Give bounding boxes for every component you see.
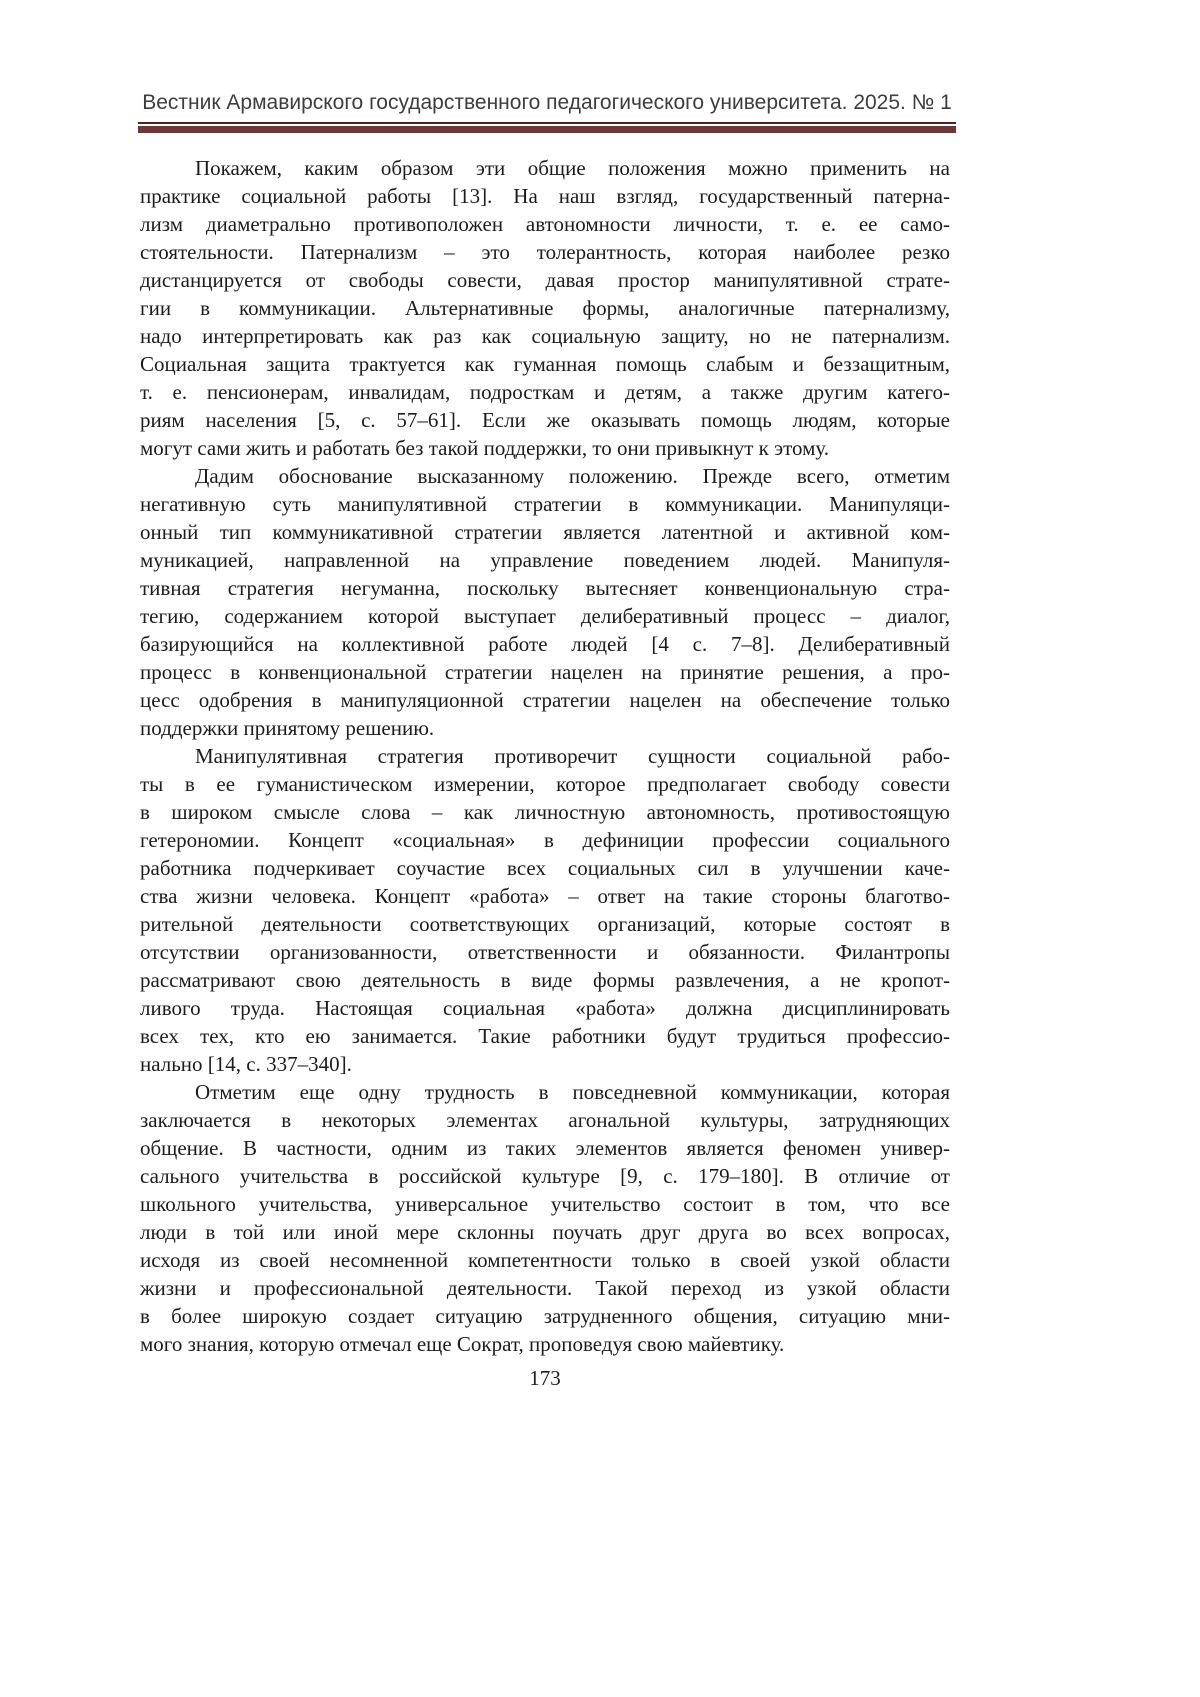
text-line: нально [14, с. 337–340].	[140, 1052, 352, 1076]
text-line: сального учительства в российской культуре [9, с. 179–180]. В отличие от	[140, 1164, 950, 1188]
journal-title: Вестник Армавирского государственного педагогического университета. 2025. № 1	[142, 91, 952, 114]
page-number: 173	[529, 1366, 561, 1390]
text-line: практике социальной работы [13]. На наш взгляд, государственный патерна-	[140, 184, 950, 208]
text-line: рительной деятельности соответствующих организаций, которые состоят в	[140, 912, 950, 936]
text-line: тегию, содержанием которой выступает делиберативный процесс – диалог,	[140, 604, 950, 628]
text-line: всех тех, кто ею занимается. Такие работники будут трудиться профессио-	[140, 1024, 950, 1048]
text-line: базирующийся на коллективной работе людей [4 с. 7–8]. Делиберативный	[140, 632, 950, 656]
text-line: мого знания, которую отмечал еще Сократ, проповедуя свою майевтику.	[140, 1332, 785, 1356]
text-line: лизм диаметрально противоположен автономности личности, т. е. ее само-	[140, 212, 950, 236]
text-line: поддержки принятому решению.	[140, 716, 435, 740]
text-line: стоятельности. Патернализм – это толерантность, которая наиболее резко	[140, 240, 950, 264]
text-line: в более широкую создает ситуацию затрудненного общения, ситуацию мни-	[140, 1304, 950, 1328]
text-line: дистанцируется от свободы совести, давая простор манипулятивной страте-	[140, 268, 950, 292]
text-line: процесс в конвенциональной стратегии нацелен на принятие решения, а про-	[140, 660, 950, 684]
text-line: люди в той или иной мере склонны поучать друг друга во всех вопросах,	[140, 1220, 950, 1244]
text-line: онный тип коммуникативной стратегии является латентной и активной ком-	[140, 520, 950, 544]
text-line: риям населения [5, с. 57–61]. Если же оказывать помощь людям, которые	[140, 408, 950, 432]
text-line: гии в коммуникации. Альтернативные формы, аналогичные патернализму,	[140, 296, 950, 320]
text-line: заключается в некоторых элементах агональной культуры, затрудняющих	[140, 1108, 950, 1132]
text-line: ства жизни человека. Концепт «работа» – ответ на такие стороны благотво-	[140, 884, 950, 908]
text-line: цесс одобрения в манипуляционной стратегии нацелен на обеспечение только	[140, 688, 950, 712]
text-line: ливого труда. Настоящая социальная «работа» должна дисциплинировать	[140, 996, 950, 1020]
text-line: в широком смысле слова – как личностную автономность, противостоящую	[140, 800, 950, 824]
article-body	[140, 154, 950, 1358]
paragraph	[140, 154, 950, 462]
text-line: могут сами жить и работать без такой поддержки, то они привыкнут к этому.	[140, 436, 830, 460]
text-line: рассматривают свою деятельность в виде формы развлечения, а не кропот-	[140, 968, 950, 992]
text-line: гетерономии. Концепт «социальная» в дефиниции профессии социального	[140, 828, 950, 852]
text-line: ты в ее гуманистическом измерении, которое предполагает свободу совести	[140, 772, 950, 796]
text-line: тивная стратегия негуманна, поскольку вытесняет конвенциональную стра-	[140, 576, 950, 600]
paragraph	[140, 1078, 950, 1358]
text-line: отсутствии организованности, ответственности и обязанности. Филантропы	[140, 940, 950, 964]
text-line: Манипулятивная стратегия противоречит сущности социальной рабо-	[195, 744, 950, 768]
text-line: т. е. пенсионерам, инвалидам, подросткам и детям, а также другим катего-	[140, 380, 950, 404]
text-line: надо интерпретировать как раз как социальную защиту, но не патернализм.	[140, 324, 950, 348]
text-line: работника подчеркивает соучастие всех социальных сил в улучшении каче-	[140, 856, 950, 880]
text-line: Социальная защита трактуется как гуманная помощь слабым и беззащитным,	[140, 352, 950, 376]
header-rule-thick	[138, 126, 956, 133]
journal-header	[138, 90, 956, 133]
text-line: Дадим обоснование высказанному положению. Прежде всего, отметим	[195, 464, 950, 488]
text-line: исходя из своей несомненной компетентности только в своей узкой области	[140, 1248, 950, 1272]
paragraph	[140, 742, 950, 1078]
paragraph	[140, 462, 950, 742]
text-line: школьного учительства, универсальное учительство состоит в том, что все	[140, 1192, 950, 1216]
header-rule-thin	[138, 122, 956, 124]
text-line: негативную суть манипулятивной стратегии в коммуникации. Манипуляци-	[140, 492, 950, 516]
text-line: муникацией, направленной на управление поведением людей. Манипуля-	[140, 548, 950, 572]
text-line: Отметим еще одну трудность в повседневной коммуникации, которая	[195, 1080, 950, 1104]
text-line: Покажем, каким образом эти общие положения можно применить на	[195, 156, 950, 180]
text-line: общение. В частности, одним из таких элементов является феномен универ-	[140, 1136, 950, 1160]
text-line: жизни и профессиональной деятельности. Такой переход из узкой области	[140, 1276, 950, 1300]
